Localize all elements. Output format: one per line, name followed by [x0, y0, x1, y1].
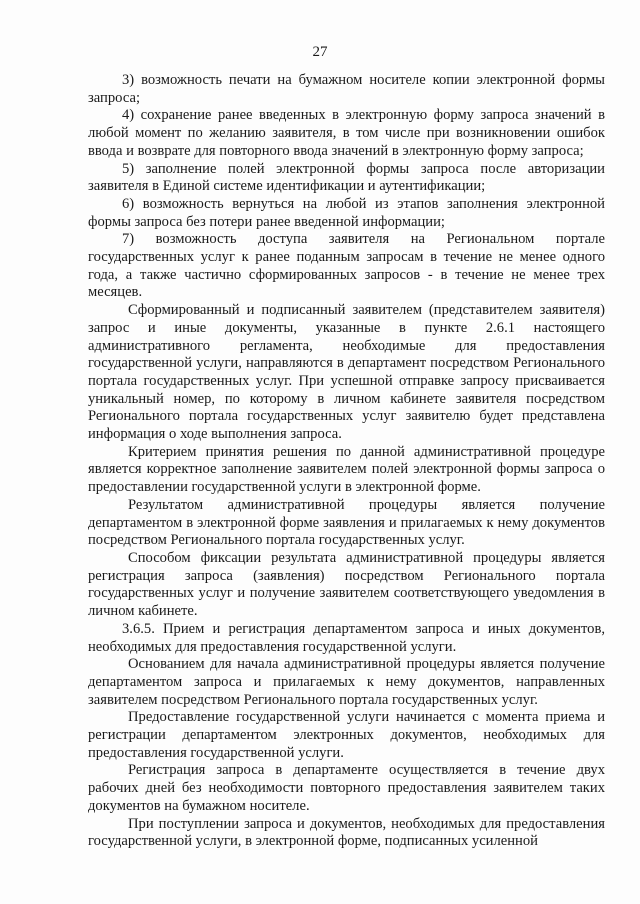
- paragraph-procedure-result: Результатом административной процедуры является получение департаментом в электронной форме заявления и прилагаемых к нему документов посредством Регионального портала государственных услуг.: [88, 496, 605, 549]
- paragraph-service-start: Предоставление государственной услуги начинается с момента приема и регистрации департаментом электронных документов, необходимых для предоставления государственной услуги.: [88, 709, 605, 761]
- document-body: [88, 72, 605, 851]
- page-number: 27: [312, 44, 328, 60]
- list-item-7: 7) возможность доступа заявителя на Региональном портале государственных услуг к ранее поданным запросам в течение не менее одного года, а также частично сформированных запросов - в течение не менее трех месяцев.: [88, 231, 605, 301]
- paragraph-procedure-basis: Основанием для начала административной процедуры является получение департаментом запроса и прилагаемых к нему документов, направленных заявителем посредством Регионального портала государственных услуг.: [88, 656, 605, 708]
- paragraph-registration: Регистрация запроса в департаменте осуществляется в течение двух рабочих дней без необходимости повторного предоставления заявителем таких документов на бумажном носителе.: [88, 762, 605, 814]
- paragraph-decision-criterion: Критерием принятия решения по данной административной процедуре является корректное заполнение заявителем полей электронной формы запроса о предоставлении государственной услуги в электронной форме.: [88, 443, 605, 496]
- paragraph-result-fixation: Способом фиксации результата административной процедуры является регистрация запроса (заявления) посредством Регионального портала государственных услуг и получение заявителем соответствующего уведомления в личном кабинете.: [88, 549, 605, 620]
- list-item-4: 4) сохранение ранее введенных в электронную форму запроса значений в любой момент по желанию заявителя, в том числе при возникновении ошибок ввода и возврате для повторного ввода значений в электронную форму запроса;: [88, 107, 605, 159]
- paragraph-formed-request: Сформированный и подписанный заявителем (представителем заявителя) запрос и иные документы, указанные в пункте 2.6.1 настоящего административного регламента, необходимые для предоставления государственной услуги, направляются в департамент посредством Регионального портала государственных услуг. При успешной отправке запросу присваивается уникальный номер, по которому в личном кабинете заявителя посредством Регионального портала государственных услуг заявителю будет представлена информация о ходе выполнения запроса.: [88, 302, 605, 443]
- paragraph-receipt-electronic: При поступлении запроса и документов, необходимых для предоставления государственной услуги, в электронной форме, подписанных усиленной: [88, 815, 605, 850]
- list-item-5: 5) заполнение полей электронной формы запроса после авторизации заявителя в Единой системе идентификации и аутентификации;: [88, 160, 605, 195]
- list-item-6: 6) возможность вернуться на любой из этапов заполнения электронной формы запроса без потери ранее введенной информации;: [88, 195, 605, 230]
- section-heading-3-6-5: 3.6.5. Прием и регистрация департаментом запроса и иных документов, необходимых для предоставления государственной услуги.: [88, 620, 605, 655]
- list-item-3: 3) возможность печати на бумажном носителе копии электронной формы запроса;: [88, 72, 605, 106]
